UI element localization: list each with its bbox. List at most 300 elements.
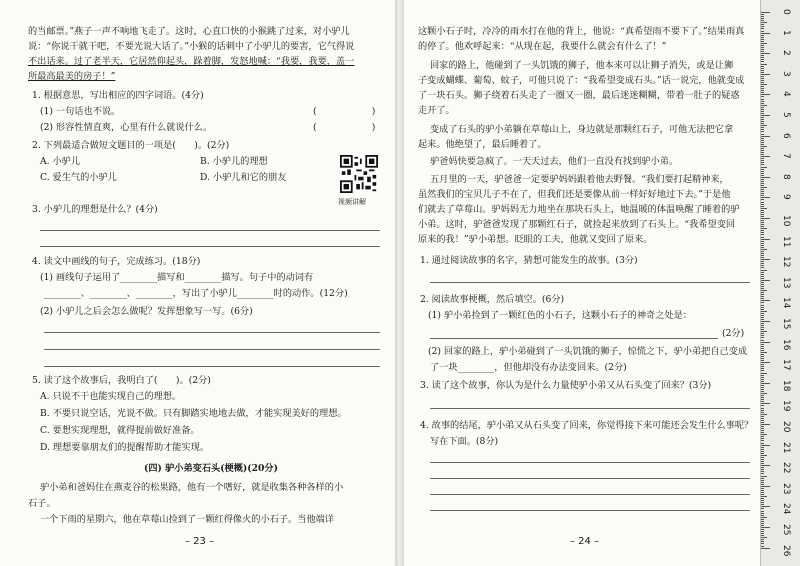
ruler-minor-tick [761, 504, 764, 505]
ruler-minor-tick [761, 350, 764, 351]
ruler-minor-tick [761, 214, 764, 215]
ruler-number: 9 [781, 194, 791, 201]
ruler-number: 23 [781, 482, 791, 495]
ruler-minor-tick [761, 488, 764, 489]
ruler-minor-tick [761, 237, 764, 238]
ruler-number: 16 [781, 338, 791, 351]
ruler-tick [761, 12, 770, 13]
ruler-minor-tick [761, 22, 767, 23]
ruler-minor-tick [761, 31, 764, 32]
answer-paren[interactable]: ( ) [313, 106, 376, 117]
story-line: 五月里的一天，驴爸爸一定要驴妈妈跟着他去野餐。“我们要打起精神来， [430, 174, 729, 185]
ruler-minor-tick [761, 364, 764, 365]
ruler-minor-tick [761, 129, 764, 130]
story-line: 子变成蝴蝶、葡萄、蚊子，可他只说了：“我希望变成石头。”话一说完，他就变成 [418, 75, 745, 86]
answer-line[interactable] [430, 408, 750, 409]
ruler-minor-tick [761, 169, 764, 170]
ruler-minor-tick [761, 352, 767, 353]
ruler-minor-tick [761, 443, 764, 444]
ruler-minor-tick [761, 160, 764, 161]
ruler-minor-tick [761, 179, 764, 180]
ruler-minor-tick [761, 103, 764, 104]
ruler-minor-tick [761, 455, 767, 456]
ruler-minor-tick [761, 80, 764, 81]
ruler-minor-tick [761, 216, 764, 217]
ruler-minor-tick [761, 325, 764, 326]
ruler-minor-tick [761, 440, 764, 441]
ruler-minor-tick [761, 467, 764, 468]
ruler-minor-tick [761, 358, 764, 359]
ruler-tick [761, 259, 770, 260]
ruler-minor-tick [761, 164, 764, 165]
ruler-minor-tick [761, 447, 764, 448]
answer-paren[interactable]: ( ) [313, 122, 376, 133]
ruler-minor-tick [761, 494, 764, 495]
ruler-minor-tick [761, 109, 764, 110]
ruler-minor-tick [761, 451, 764, 452]
ruler-tick [761, 136, 770, 137]
ruler-minor-tick [761, 265, 764, 266]
ruler-minor-tick [761, 24, 764, 25]
ruler-minor-tick [761, 519, 764, 520]
ruler-minor-tick [761, 171, 764, 172]
ruler-minor-tick [761, 484, 764, 485]
ruler-minor-tick [761, 492, 764, 493]
answer-line[interactable] [430, 494, 750, 495]
ruler-number: 8 [781, 173, 791, 180]
ruler-minor-tick [761, 43, 767, 44]
ruler-minor-tick [761, 181, 764, 182]
ruler-minor-tick [761, 288, 764, 289]
ruler-minor-tick [761, 290, 767, 291]
ruler-minor-tick [761, 35, 764, 36]
ruler-number: 24 [781, 503, 791, 515]
ruler-minor-tick [761, 99, 764, 100]
ruler-minor-tick [761, 270, 767, 271]
ruler-minor-tick [761, 272, 764, 273]
answer-line[interactable] [44, 332, 380, 333]
question-1: 1. 根据意思，写出相应的四字词语。(4分) [32, 90, 204, 101]
story-line: 起来。他绝望了，最后睡着了。 [418, 139, 547, 150]
ruler-number: 21 [781, 441, 791, 454]
ruler-minor-tick [761, 57, 764, 58]
ruler-tick [761, 94, 770, 95]
ruler-number: 14 [781, 297, 791, 309]
question-1: 1. 通过阅读故事的名字，猜想可能发生的故事。(3分) [420, 255, 638, 266]
ruler-minor-tick [761, 453, 764, 454]
question-4-part-1-cont: ________、________、________，写出了小驴儿________时的动作。(12分) [44, 288, 348, 299]
ruler-minor-tick [761, 245, 764, 246]
ruler-minor-tick [761, 64, 767, 65]
ruler-minor-tick [761, 47, 764, 48]
ruler-number: 0 [781, 9, 791, 15]
ruler-minor-tick [761, 127, 764, 128]
section-title: (四) 驴小弟变石头(梗概)(20分) [144, 463, 278, 474]
question-3: 3. 读了这个故事，你认为是什么力量使驴小弟又从石头变了回来？(3分) [420, 380, 712, 391]
ruler-minor-tick [761, 366, 764, 367]
story-line: 回家的路上，他碰到了一头饥饿的狮子，他本来可以让狮子消失，或是让狮 [430, 60, 734, 71]
answer-line[interactable] [40, 246, 380, 247]
ruler-minor-tick [761, 167, 767, 168]
ruler-minor-tick [761, 539, 764, 540]
ruler-minor-tick [761, 119, 764, 120]
ruler-minor-tick [761, 356, 764, 357]
ruler-minor-tick [761, 311, 767, 312]
ruler-tick [761, 53, 770, 54]
ruler-minor-tick [761, 502, 764, 503]
story-line-underlined: 不出话来。过了老半天，它居然仰起头，跺着脚，发怒地喊：“我要，我要，盖一 [28, 56, 355, 67]
ruler-minor-tick [761, 204, 764, 205]
story-line: 走开了。 [418, 105, 455, 116]
ruler-minor-tick [761, 228, 767, 229]
ruler-minor-tick [761, 70, 764, 71]
answer-line[interactable] [430, 462, 750, 463]
ruler-minor-tick [761, 173, 764, 174]
ruler-minor-tick [761, 195, 764, 196]
ruler-minor-tick [761, 313, 764, 314]
ruler-tick [761, 321, 770, 322]
ruler-minor-tick [761, 123, 764, 124]
ruler-minor-tick [761, 224, 764, 225]
ruler-minor-tick [761, 469, 764, 470]
answer-line[interactable] [430, 338, 718, 339]
score-note: (2分) [722, 328, 745, 339]
ruler-minor-tick [761, 414, 767, 415]
ruler-number: 18 [781, 379, 791, 392]
ruler-minor-tick [761, 490, 764, 491]
ruler-minor-tick [761, 430, 764, 431]
ruler-minor-tick [761, 449, 764, 450]
ruler-minor-tick [761, 317, 764, 318]
ruler-minor-tick [761, 193, 764, 194]
option-b[interactable]: B. 小驴儿的理想 [200, 156, 268, 167]
ruler-minor-tick [761, 535, 764, 536]
ruler-minor-tick [761, 117, 764, 118]
ruler-number: 3 [781, 70, 791, 77]
ruler-number: 6 [781, 132, 791, 139]
ruler-minor-tick [761, 315, 764, 316]
ruler-number: 10 [781, 215, 791, 227]
story-line: 原来的我！”驴小弟想。眨眼的工夫，他就又变回了原来。 [418, 234, 653, 245]
question-4-part-2: (2) 小驴儿之后会怎么做呢？发挥想象写一写。(6分) [40, 306, 253, 317]
ruler-minor-tick [761, 146, 767, 147]
ruler-minor-tick [761, 331, 767, 332]
option-a[interactable]: A. 小驴儿 [40, 156, 81, 167]
qr-code-icon[interactable] [340, 155, 378, 193]
ruler-minor-tick [761, 517, 767, 518]
ruler-minor-tick [761, 138, 764, 139]
story-line: 石子。 [28, 498, 56, 509]
ruler-minor-tick [761, 113, 764, 114]
ruler-tick [761, 424, 770, 425]
ruler-minor-tick [761, 498, 764, 499]
ruler-number: 2 [781, 50, 791, 56]
ruler-minor-tick [761, 523, 764, 524]
ruler-minor-tick [761, 39, 764, 40]
option-c[interactable]: C. 要想实现理想，就得提前做好准备。 [40, 425, 200, 436]
ruler-tick [761, 383, 770, 384]
ruler-minor-tick [761, 480, 764, 481]
ruler-minor-tick [761, 319, 764, 320]
question-4-cont: 写在下面。(8分) [430, 436, 499, 447]
ruler-minor-tick [761, 210, 764, 211]
ruler-minor-tick [761, 543, 764, 544]
ruler-minor-tick [761, 101, 764, 102]
ruler-minor-tick [761, 261, 764, 262]
ruler-minor-tick [761, 26, 764, 27]
ruler-minor-tick [761, 37, 764, 38]
story-line: 驴爸妈快要急疯了。一天天过去，他们一直没有找到驴小弟。 [430, 156, 679, 167]
ruler-minor-tick [761, 438, 764, 439]
ruler-number: 19 [781, 400, 791, 412]
ruler-minor-tick [761, 420, 764, 421]
ruler-minor-tick [761, 399, 764, 400]
answer-line[interactable] [430, 282, 750, 283]
answer-line[interactable] [430, 478, 750, 479]
option-b[interactable]: B. 不要只说空话，光说不做。只有脚踏实地地去做，才能实现美好的理想。 [40, 408, 347, 419]
ruler-minor-tick [761, 432, 764, 433]
ruler-number: 22 [781, 462, 791, 474]
ruler-minor-tick [761, 263, 764, 264]
ruler-number: 26 [781, 544, 791, 557]
ruler-minor-tick [761, 408, 764, 409]
ruler-minor-tick [761, 531, 764, 532]
question-2: 2. 阅读故事梗概，然后填空。(6分) [420, 294, 565, 305]
ruler-minor-tick [761, 546, 764, 547]
ruler-tick [761, 527, 770, 528]
ruler-minor-tick [761, 88, 764, 89]
ruler-number: 25 [781, 524, 791, 536]
ruler-number: 15 [781, 318, 791, 330]
ruler-minor-tick [761, 230, 764, 231]
ruler-minor-tick [761, 337, 764, 338]
option-c[interactable]: C. 爱生气的小驴儿 [40, 172, 117, 183]
ruler-minor-tick [761, 476, 767, 477]
question-2-part-1: (1) 驴小弟捡到了一颗红色的小石子，这颗小石子的神奇之处是： [428, 310, 692, 321]
ruler-minor-tick [761, 144, 764, 145]
story-line: 变成了石头的驴小弟躺在草莓山上，身边就是那颗红石子，可他无法把它拿 [430, 124, 734, 135]
ruler-tick [761, 362, 770, 363]
ruler-minor-tick [761, 473, 764, 474]
ruler-minor-tick [761, 18, 764, 19]
ruler-minor-tick [761, 515, 764, 516]
question-2-part-2: (2) 回家的路上，驴小弟碰到了一头饥饿的狮子，惊慌之下，驴小弟把自己变成 [428, 346, 748, 357]
ruler-minor-tick [761, 162, 764, 163]
ruler-minor-tick [761, 395, 764, 396]
ruler-minor-tick [761, 96, 764, 97]
ruler-minor-tick [761, 346, 764, 347]
ruler-minor-tick [761, 234, 764, 235]
ruler-minor-tick [761, 282, 764, 283]
ruler-minor-tick [761, 397, 764, 398]
story-line: 的停了。他欢呼起来：“从现在起，我要什么就会有什么了！” [418, 41, 667, 52]
ruler-tick [761, 218, 770, 219]
answer-line[interactable] [44, 366, 380, 367]
option-d[interactable]: D. 小驴儿和它的朋友 [200, 172, 287, 183]
ruler-minor-tick [761, 436, 764, 437]
ruler-minor-tick [761, 307, 764, 308]
ruler-minor-tick [761, 521, 764, 522]
question-4: 4. 故事的结尾，驴小弟又从石头变了回来，你觉得接下来可能还会发生什么事呢？ [420, 420, 754, 431]
ruler-minor-tick [761, 183, 764, 184]
ruler-minor-tick [761, 292, 764, 293]
ruler-minor-tick [761, 105, 767, 106]
ruler-minor-tick [761, 267, 764, 268]
ruler-number: 4 [781, 91, 791, 98]
ruler-minor-tick [761, 294, 764, 295]
ruler-minor-tick [761, 84, 767, 85]
ruler-number: 13 [781, 276, 791, 289]
ruler-minor-tick [761, 150, 764, 151]
question-1-part-b: (2) 形容性情直爽，心里有什么就说什么。 [40, 122, 213, 133]
ruler-tick [761, 156, 770, 157]
ruler-minor-tick [761, 131, 764, 132]
question-3: 3. 小驴儿的理想是什么？(4分) [32, 204, 158, 215]
ruler-minor-tick [761, 478, 764, 479]
ruler-minor-tick [761, 373, 767, 374]
ruler-minor-tick [761, 90, 764, 91]
ruler-minor-tick [761, 457, 764, 458]
ruler-minor-tick [761, 482, 764, 483]
ruler-minor-tick [761, 508, 764, 509]
ruler-minor-tick [761, 298, 764, 299]
ruler-minor-tick [761, 251, 764, 252]
option-d[interactable]: D. 理想要靠朋友们的提醒帮助才能实现。 [40, 442, 210, 453]
ruler-minor-tick [761, 59, 764, 60]
ruler-minor-tick [761, 45, 764, 46]
ruler-minor-tick [761, 296, 764, 297]
ruler-minor-tick [761, 309, 764, 310]
ruler-minor-tick [761, 191, 764, 192]
ruler-number: 5 [781, 112, 791, 118]
ruler-minor-tick [761, 28, 764, 29]
ruler-minor-tick [761, 471, 764, 472]
story-line: 的当邮票。”燕子一声不响地飞走了。这时，心直口快的小猴跳了过来，对小驴儿 [28, 26, 350, 37]
ruler-tick [761, 33, 770, 34]
ruler-minor-tick [761, 187, 767, 188]
ruler-minor-tick [761, 496, 767, 497]
option-a[interactable]: A. 只说不干也能实现自己的理想。 [40, 391, 182, 402]
ruler-tick [761, 486, 770, 487]
ruler-minor-tick [761, 360, 764, 361]
ruler-minor-tick [761, 284, 764, 285]
ruler-minor-tick [761, 76, 764, 77]
ruler-tick [761, 115, 770, 116]
ruler-minor-tick [761, 51, 764, 52]
story-line: 这颗小石子时，冷冷的雨水打在他的背上，他说：“真希望雨不要下了。”结果雨真 [418, 26, 745, 37]
ruler-minor-tick [761, 86, 764, 87]
ruler-minor-tick [761, 226, 764, 227]
ruler-minor-tick [761, 461, 764, 462]
ruler-minor-tick [761, 379, 764, 380]
ruler-number: 17 [781, 359, 791, 371]
ruler-minor-tick [761, 391, 764, 392]
ruler-minor-tick [761, 55, 764, 56]
ruler-tick [761, 548, 770, 549]
ruler-minor-tick [761, 222, 764, 223]
ruler-minor-tick [761, 529, 764, 530]
question-4: 4. 读文中画线的句子，完成练习。(18分) [32, 256, 201, 267]
ruler-minor-tick [761, 305, 764, 306]
ruler-minor-tick [761, 428, 764, 429]
ruler-tick [761, 177, 770, 178]
ruler-minor-tick [761, 348, 764, 349]
ruler-number: 11 [781, 235, 791, 248]
ruler-tick [761, 197, 770, 198]
ruler-minor-tick [761, 389, 764, 390]
ruler-minor-tick [761, 107, 764, 108]
answer-line[interactable] [430, 510, 750, 511]
ruler-tick [761, 239, 770, 240]
page-number: – 24 – [570, 536, 600, 547]
ruler-minor-tick [761, 426, 764, 427]
ruler-minor-tick [761, 302, 764, 303]
ruler-minor-tick [761, 92, 764, 93]
ruler-tick [761, 300, 770, 301]
measuring-ruler [760, 0, 800, 566]
ruler-minor-tick [761, 208, 767, 209]
ruler-tick [761, 465, 770, 466]
ruler-minor-tick [761, 422, 764, 423]
ruler-minor-tick [761, 249, 767, 250]
ruler-minor-tick [761, 232, 764, 233]
ruler-number: 12 [781, 256, 791, 268]
ruler-minor-tick [761, 368, 764, 369]
question-4-part-1: (1) 画线句子运用了________描写和________描写。句子中的动词有 [40, 272, 314, 283]
story-line: 小弟。这时，驴爸爸发现了那颗红石子，就捡起来放到了石头上。“我希望变回 [418, 219, 736, 230]
story-line: 了一块石头。狮子绕着石头走了一圈又一圈，最后迷迷糊糊，带着一肚子的疑惑 [418, 90, 740, 101]
ruler-minor-tick [761, 14, 764, 15]
ruler-minor-tick [761, 385, 764, 386]
ruler-minor-tick [761, 405, 764, 406]
ruler-minor-tick [761, 66, 764, 67]
ruler-minor-tick [761, 375, 764, 376]
qr-caption: 视频讲解 [338, 198, 366, 206]
ruler-minor-tick [761, 541, 764, 542]
question-5: 5. 读了这个故事后，我明白了( )。(2分) [32, 375, 211, 386]
ruler-minor-tick [761, 82, 764, 83]
ruler-minor-tick [761, 154, 764, 155]
ruler-minor-tick [761, 206, 764, 207]
ruler-minor-tick [761, 152, 764, 153]
story-line: 驴小弟和爸妈住在燕麦谷的松果路，他有一个嗜好，就是收集各种各样的小 [40, 482, 344, 493]
ruler-minor-tick [761, 49, 764, 50]
ruler-minor-tick [761, 61, 764, 62]
answer-line[interactable] [44, 349, 380, 350]
ruler-minor-tick [761, 333, 764, 334]
ruler-minor-tick [761, 72, 764, 73]
ruler-minor-tick [761, 247, 764, 248]
ruler-minor-tick [761, 286, 764, 287]
ruler-minor-tick [761, 111, 764, 112]
ruler-minor-tick [761, 41, 764, 42]
ruler-minor-tick [761, 255, 764, 256]
ruler-minor-tick [761, 253, 764, 254]
ruler-number: 1 [781, 29, 791, 36]
ruler-minor-tick [761, 274, 764, 275]
story-line-underlined: 所最高最美的房子！” [28, 71, 116, 82]
ruler-minor-tick [761, 257, 764, 258]
ruler-minor-tick [761, 185, 764, 186]
ruler-minor-tick [761, 243, 764, 244]
ruler-minor-tick [761, 377, 764, 378]
story-line: 们就去了草莓山。驴妈妈无力地坐在那块石头上，她温暖的体温唤醒了睡着的驴 [418, 204, 740, 215]
ruler-minor-tick [761, 401, 764, 402]
ruler-minor-tick [761, 140, 764, 141]
ruler-minor-tick [761, 434, 767, 435]
answer-line[interactable] [40, 230, 380, 231]
question-1-part-a: (1) 一句话也不说。 [40, 106, 121, 117]
